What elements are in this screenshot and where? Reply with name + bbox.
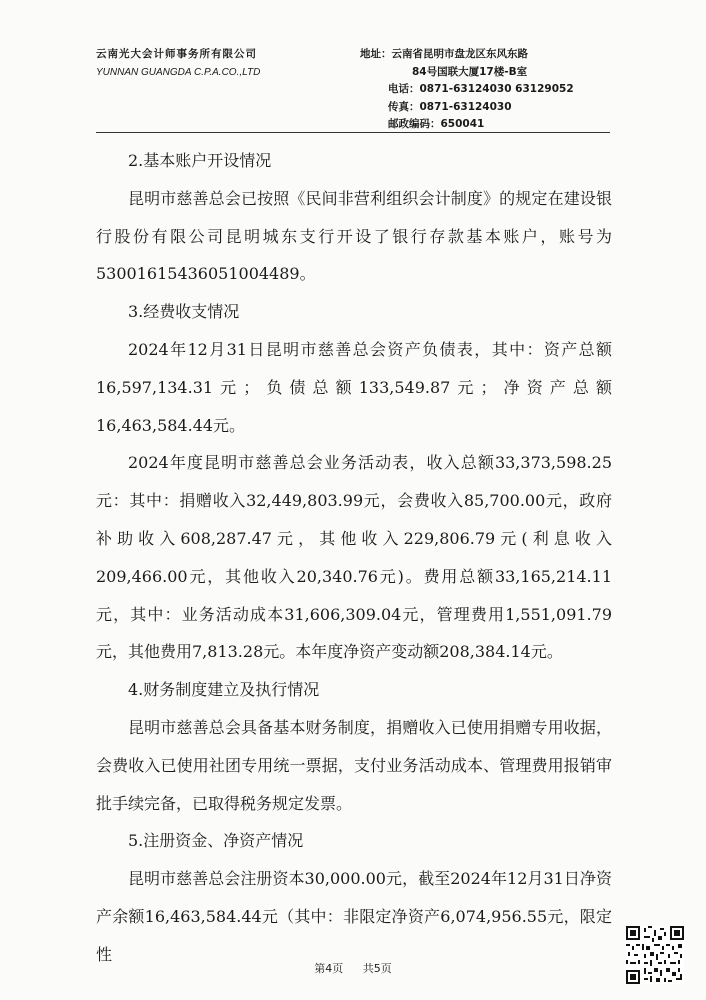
- section-paragraph: 昆明市慈善总会注册资本30,000.00元，截至2024年12月31日净资产余额16,463,584.44元（其中：非限定净资产6,074,956.55元，限定性: [96, 869, 612, 964]
- phone-value: 0871-63124030 63129052: [419, 83, 574, 96]
- section-paragraph: 2024年12月31日昆明市慈善总会资产负债表，其中：资产总额16,597,134.31元；负债总额133,549.87元；净资产总额16,463,584.44元。: [96, 339, 612, 435]
- document-body: [96, 142, 612, 974]
- page-number: 第4页: [314, 962, 344, 975]
- company-name-en: YUNNAN GUANGDA C.P.A.CO.,LTD: [96, 67, 261, 78]
- fax-value: 0871-63124030: [419, 100, 512, 113]
- postal-value: 650041: [440, 118, 485, 131]
- section-heading: 3.经费收支情况: [128, 302, 240, 322]
- fax-label: 传真：: [388, 100, 420, 113]
- postal-label: 邮政编码：: [388, 118, 441, 131]
- letterhead-contact: [360, 46, 574, 134]
- section-heading: 2.基本账户开设情况: [128, 151, 272, 170]
- address-label: 地址：: [360, 48, 392, 60]
- section-paragraph: 昆明市慈善总会具备基本财务制度，捐赠收入已使用捐赠专用收据，会费收入已使用社团专用统一票据，支付业务活动成本、管理费用报销审批手续完备，已取得税务规定发票。: [96, 717, 612, 813]
- company-name-cn: 云南光大会计师事务所有限公司: [96, 48, 257, 60]
- qr-code-icon: [626, 926, 684, 984]
- section-paragraph: 昆明市慈善总会已按照《民间非营利组织会计制度》的规定在建设银行股份有限公司昆明城东支行开设了银行存款基本账户，账号为53001615436051004489。: [96, 188, 612, 284]
- address-line1: 云南省昆明市盘龙区东风东路: [391, 48, 528, 60]
- page-footer: [0, 960, 706, 976]
- phone-label: 电话：: [388, 83, 420, 96]
- page-total: 共5页: [362, 962, 392, 975]
- section-heading: 4.财务制度建立及执行情况: [128, 680, 320, 700]
- letterhead-company: [96, 46, 260, 78]
- section-paragraph: 2024年度昆明市慈善总会业务活动表，收入总额33,373,598.25元：其中：捐赠收入32,449,803.99元，会费收入85,700.00元，政府补助收入608,287.47元，其他收入229,806.79元(利息收入209,466.00元，其他收入20,340.76元)。费用总额33,165,214.11元，其中：业务活动成本31,606,309.04元，管理费用1,551,091.79元，其他费用7,813.28元。本年度净资产变动额208,384.14元。: [96, 453, 612, 662]
- header-divider: [96, 132, 610, 133]
- address-line2: 84号国联大厦17楼-B室: [412, 65, 528, 78]
- section-heading: 5.注册资金、净资产情况: [128, 831, 304, 851]
